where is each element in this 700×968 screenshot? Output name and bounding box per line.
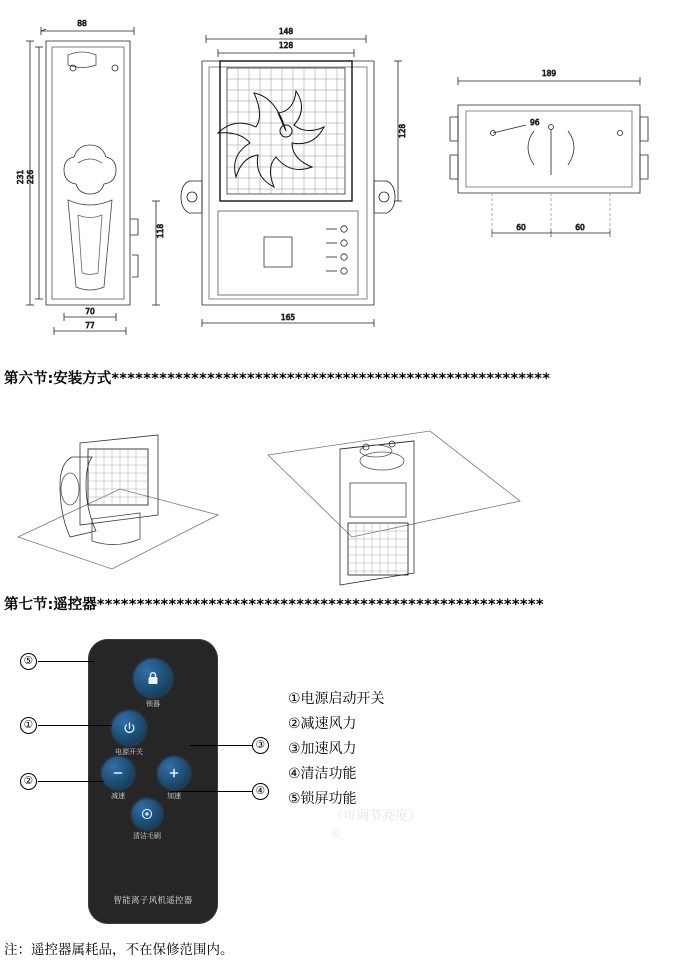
- callout-two: ②: [20, 773, 37, 790]
- legend-item: ④清洁功能: [288, 766, 357, 782]
- callout-four: ④: [252, 783, 269, 800]
- section-six-heading: [2, 367, 700, 388]
- section-six-title: 第六节:安装方式: [4, 371, 112, 387]
- dim-77: 77: [85, 321, 95, 330]
- watermark-symbol: ⑥: [330, 827, 341, 841]
- legend-item: ⑤锁屏功能: [288, 791, 357, 807]
- watermark-text: （可调节亮度）: [330, 809, 422, 824]
- leader-line-two: [38, 781, 104, 782]
- dim-60-left: 60: [516, 223, 526, 232]
- dim-96: 96: [530, 118, 540, 127]
- leader-line-four: [170, 791, 252, 792]
- section-seven-stars: ********************************************************: [96, 597, 544, 613]
- leader-line-three: [190, 745, 252, 746]
- dim-189: 189: [541, 69, 557, 78]
- dim-226: 226: [26, 169, 35, 185]
- section-seven-title: 第七节:遥控器: [4, 597, 97, 613]
- brush-icon: [140, 807, 154, 821]
- section-six-stars: *******************************************************: [111, 371, 551, 387]
- dim-128-top: 128: [278, 41, 294, 50]
- leader-line-five: [38, 661, 94, 662]
- dim-70: 70: [85, 307, 95, 316]
- installation-illustration-panel: [0, 397, 700, 587]
- remote-legend-list: [288, 687, 548, 812]
- power-icon: [122, 721, 137, 736]
- plus-button-label: 加速: [167, 792, 181, 800]
- minus-button[interactable]: [102, 757, 134, 789]
- callout-three: ③: [252, 737, 269, 754]
- clean-button[interactable]: [132, 799, 162, 829]
- leader-line-one: [38, 725, 112, 726]
- minus-button-label: 减速: [111, 792, 125, 800]
- dimension-drawing-panel: [6, 5, 696, 350]
- dim-60-right: 60: [575, 223, 585, 232]
- legend-item: ①电源启动开关: [288, 691, 385, 707]
- dim-118: 118: [156, 223, 165, 239]
- dim-231: 231: [16, 169, 25, 185]
- dim-88: 88: [77, 19, 87, 28]
- power-button[interactable]: [112, 711, 146, 745]
- footnote-text: 注：遥控器属耗品，不在保修范围内。: [4, 942, 234, 958]
- lock-button[interactable]: [134, 659, 172, 697]
- plus-icon: [167, 766, 181, 780]
- clean-button-label: 清洁毛刷: [133, 832, 161, 840]
- section-seven-heading: [2, 593, 700, 614]
- remote-brand-label: 智能离子风机遥控器: [113, 896, 193, 906]
- legend-item: ②减速风力: [288, 716, 357, 732]
- dimension-drawing-svg: [6, 5, 696, 350]
- installation-illustration-svg: [0, 397, 700, 587]
- remote-control-body: [88, 639, 218, 924]
- legend-item: ③加速风力: [288, 741, 357, 757]
- dim-165: 165: [280, 313, 296, 322]
- plus-button[interactable]: [158, 757, 190, 789]
- dim-128-right: 128: [398, 123, 407, 139]
- power-button-label: 电源开关: [115, 748, 143, 756]
- dim-148: 148: [278, 27, 294, 36]
- minus-icon: [111, 766, 125, 780]
- lock-icon: [145, 670, 161, 686]
- callout-one: ①: [20, 717, 37, 734]
- remote-control-panel: [0, 625, 700, 930]
- callout-five: ⑤: [20, 653, 37, 670]
- lock-button-label: 锁器: [146, 700, 160, 708]
